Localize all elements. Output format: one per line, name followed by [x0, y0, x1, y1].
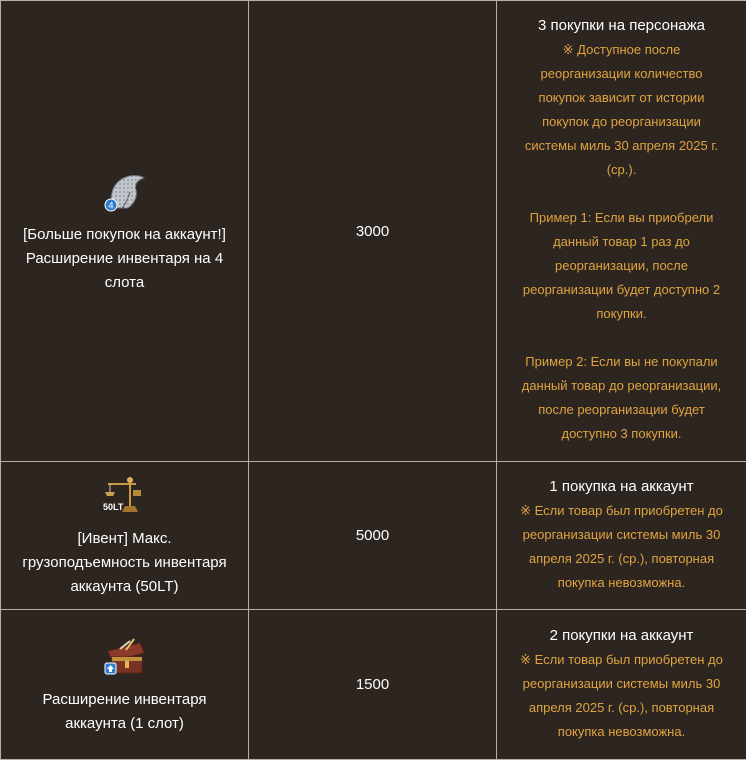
icon-label: 50LT	[102, 502, 123, 512]
purchase-note: ※ Доступное после реорганизации количество покупок зависит от истории покупок до реорганизации системы миль 30 апреля 2025 г. (ср.). Пример 1: Если вы приобрели данный товар 1 раз до реорганизации, после реорганизации будет доступно 2 покупки. Пример 2: Если вы не покупали данный товар до реорганизации, после реорганизации будет доступно 3 покупки.	[521, 42, 722, 441]
purchase-note: ※ Если товар был приобретен до реорганизации системы миль 30 апреля 2025 г. (ср.), повторная покупка невозможна.	[520, 502, 723, 590]
purchase-limit-title: 1 покупка на аккаунт	[549, 477, 694, 495]
balance-scale-icon	[100, 472, 150, 520]
purchase-note: ※ Если товар был приобретен до реорганизации системы миль 30 апреля 2025 г. (ср.), повторная покупка невозможна.	[520, 651, 723, 739]
purchase-limit-cell	[497, 1, 746, 462]
item-name: Расширение инвентаря аккаунта (1 слот)	[42, 691, 207, 732]
item-price: 5000	[249, 462, 497, 610]
item-name: [Ивент] Макс. грузоподъемность инвентаря аккаунта (50LT)	[22, 530, 227, 595]
icon-badge: 4	[107, 200, 114, 210]
item-price: 1500	[249, 610, 497, 760]
item-cell	[1, 610, 249, 760]
table-row	[1, 462, 746, 610]
treasure-chest-icon	[100, 633, 150, 681]
chainmail-bag-icon	[100, 168, 150, 216]
table-row	[1, 610, 746, 760]
purchase-limit-title: 3 покупки на персонажа	[537, 17, 706, 34]
table-row	[1, 1, 746, 462]
item-cell	[1, 462, 249, 610]
item-name: [Больше покупок на аккаунт!] Расширение инвентаря на 4 слота	[23, 225, 226, 291]
item-price: 3000	[249, 1, 497, 462]
item-cell	[1, 1, 249, 462]
purchase-limit-cell	[497, 462, 746, 610]
purchase-limit-cell	[497, 610, 746, 760]
purchase-limit-title: 2 покупки на аккаунт	[549, 626, 694, 644]
